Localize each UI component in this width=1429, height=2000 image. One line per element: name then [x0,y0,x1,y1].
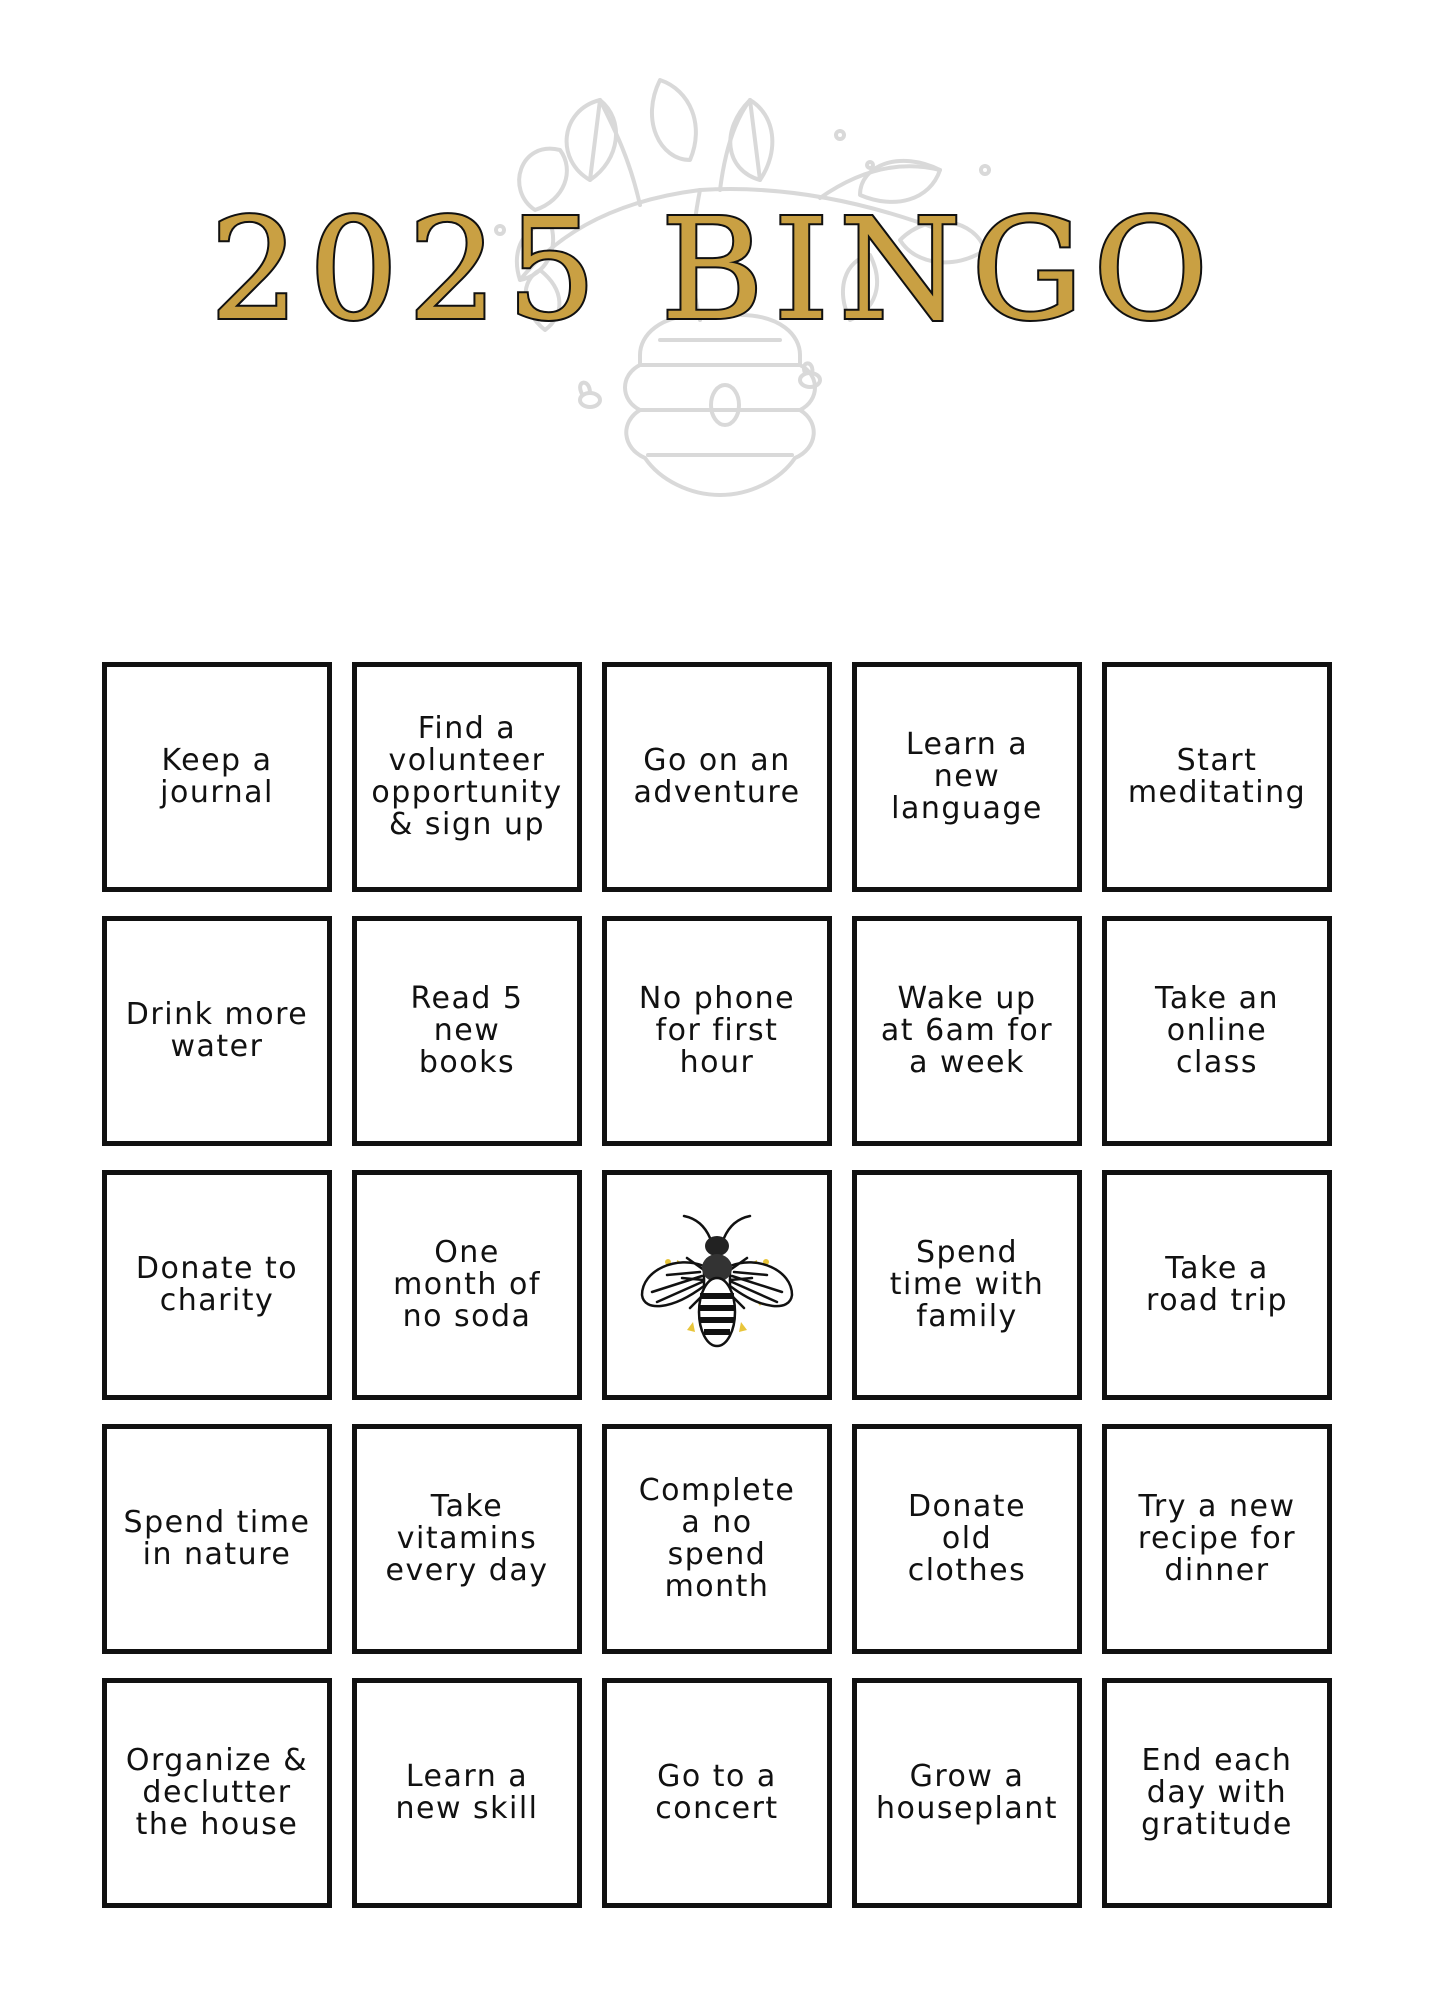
bingo-cell-text: One month of no soda [393,1235,541,1334]
bingo-cell-text: Take an online class [1155,981,1279,1080]
bingo-cell-text: Read 5 new books [410,981,524,1080]
bingo-cell [852,916,1082,1146]
bee-icon [632,1200,802,1370]
bingo-cell [1102,662,1332,892]
page-title [0,188,1429,348]
bingo-cell [602,1678,832,1908]
bingo-cell-text: Keep a journal [160,743,274,810]
bingo-cell [102,1170,332,1400]
bingo-cell [1102,1424,1332,1654]
bingo-cell [852,1678,1082,1908]
bingo-cell-text: Grow a houseplant [875,1759,1058,1826]
bingo-cell [102,1678,332,1908]
bingo-cell-text: No phone for first hour [638,981,796,1080]
bingo-cell-text: Find a volunteer opportunity & sign up [371,711,563,842]
bingo-cell-text: Spend time in nature [123,1505,311,1572]
bingo-cell-text: Start meditating [1127,743,1307,810]
bingo-cell-text: Spend time with family [889,1235,1045,1334]
bingo-cell [352,1424,582,1654]
bingo-grid [102,662,1332,1908]
bingo-cell-text: Try a new recipe for dinner [1137,1489,1297,1588]
bingo-cell-text: Go on an adventure [633,743,801,810]
bingo-cell-text: Take vitamins every day [385,1489,549,1588]
bingo-cell [1102,916,1332,1146]
bingo-cell [602,662,832,892]
bingo-cell-text: Wake up at 6am for a week [880,981,1054,1080]
bingo-cell-text: End each day with gratitude [1141,1743,1293,1842]
page-title-text: 2025 BINGO [209,189,1219,348]
bingo-cell-text: Learn a new skill [395,1759,539,1826]
bingo-cell-text: Go to a concert [655,1759,779,1826]
bingo-cell [352,1170,582,1400]
bingo-cell-text: Organize & declutter the house [125,1743,309,1842]
bingo-cell [1102,1170,1332,1400]
bingo-cell-text: Drink more water [125,997,309,1064]
bingo-cell [352,916,582,1146]
bingo-cell-text: Take a road trip [1146,1251,1288,1318]
bingo-cell [352,1678,582,1908]
bingo-cell [852,1424,1082,1654]
bingo-cell [102,1424,332,1654]
bingo-cell [852,1170,1082,1400]
bingo-cell [602,916,832,1146]
bingo-cell [602,1424,832,1654]
free-space-cell [602,1170,832,1400]
bingo-cell-text: Donate old clothes [907,1489,1027,1588]
bingo-cell [1102,1678,1332,1908]
bingo-cell [352,662,582,892]
bingo-cell [102,916,332,1146]
bingo-cell [852,662,1082,892]
bingo-cell-text: Complete a no spend month [638,1473,796,1604]
bingo-cell [102,662,332,892]
bingo-cell-text: Donate to charity [135,1251,299,1318]
bingo-cell-text: Learn a new language [891,727,1043,826]
